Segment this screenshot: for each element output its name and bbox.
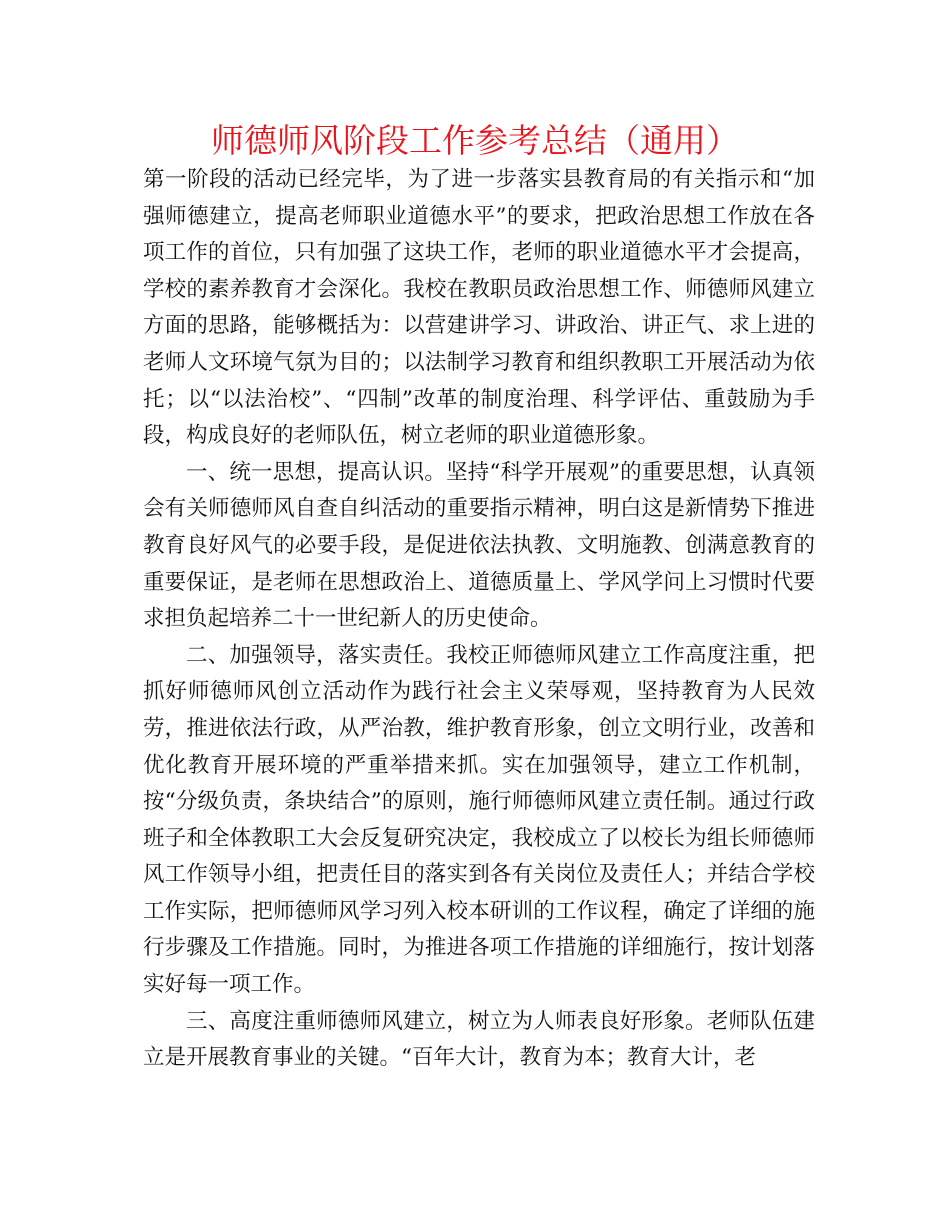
document-title: 师德师风阶段工作参考总结（通用） xyxy=(211,121,739,160)
document-body xyxy=(143,162,815,1077)
paragraph-intro: 第一阶段的活动已经完毕，为了进一步落实县教育局的有关指示和“加强师德建立，提高老师职业道德水平”的要求，把政治思想工作放在各项工作的首位，只有加强了这块工作，老师的职业道德水平才会提高，学校的素养教育才会深化。我校在教职员政治思想工作、师德师风建立方面的思路，能够概括为：以营建讲学习、讲政治、讲正气、求上进的老师人文环境气氛为目的；以法制学习教育和组织教职工开展活动为依托；以“以法治校”、“四制”改革的制度治理、科学评估、重鼓励为手段，构成良好的老师队伍，树立老师的职业道德形象。 xyxy=(143,167,815,449)
paragraph-section-1: 一、统一思想，提高认识。坚持“科学开展观”的重要思想，认真领会有关师德师风自查自纠活动的重要指示精神，明白这是新情势下推进教育良好风气的必要手段，是促进依法执教、文明施教、创满意教育的重要保证，是老师在思想政治上、道德质量上、学风学问上习惯时代要求担负起培养二十一世纪新人的历史使命。 xyxy=(143,459,815,632)
paragraph-section-3: 三、高度注重师德师风建立，树立为人师表良好形象。老师队伍建立是开展教育事业的关键。“百年大计，教育为本；教育大计，老 xyxy=(143,1008,815,1071)
paragraph-section-2: 二、加强领导，落实责任。我校正师德师风建立工作高度注重，把抓好师德师风创立活动作为践行社会主义荣辱观，坚持教育为人民效劳，推进依法行政，从严治教，维护教育形象，创立文明行业，改善和优化教育开展环境的严重举措来抓。实在加强领导，建立工作机制，按“分级负责，条块结合”的原则，施行师德师风建立责任制。通过行政班子和全体教职工大会反复研究决定，我校成立了以校长为组长师德师风工作领导小组，把责任目的落实到各有关岗位及责任人；并结合学校工作实际，把师德师风学习列入校本研训的工作议程，确定了详细的施行步骤及工作措施。同时，为推进各项工作措施的详细施行，按计划落实好每一项工作。 xyxy=(143,642,815,998)
